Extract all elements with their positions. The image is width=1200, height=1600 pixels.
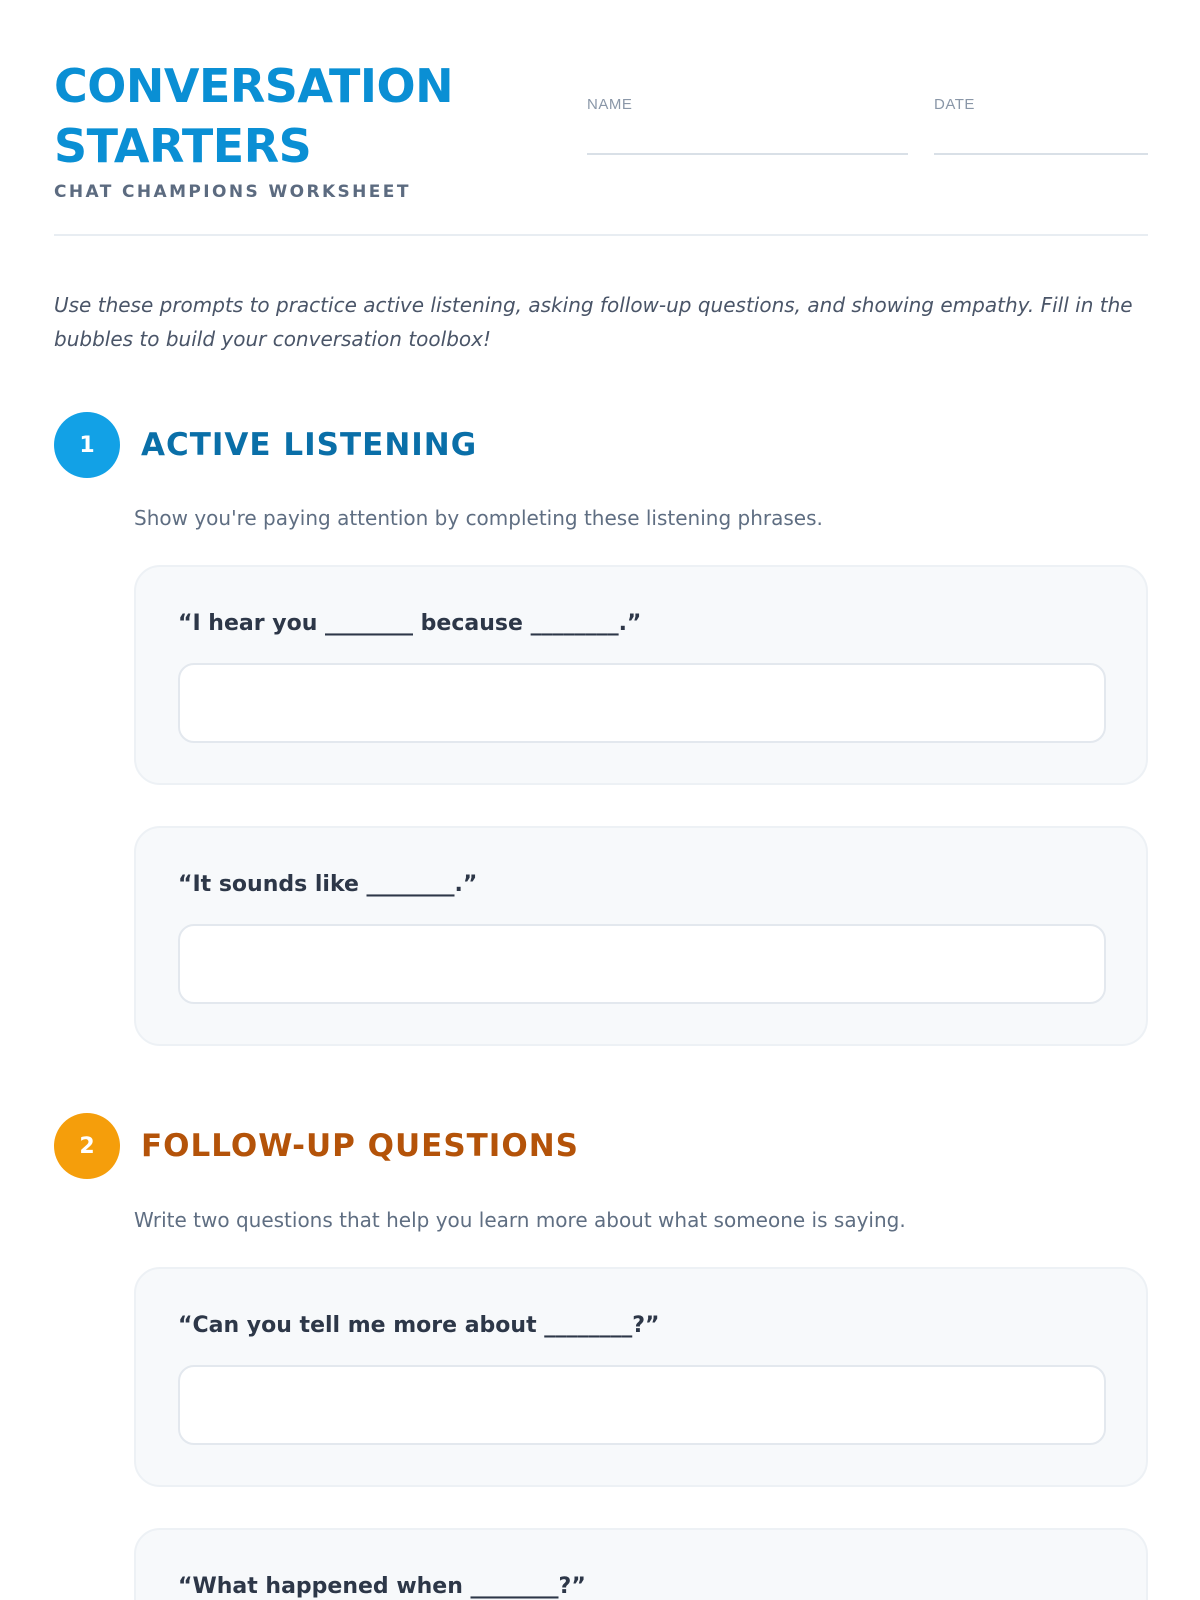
name-field-line[interactable] (587, 153, 908, 155)
page-subtitle: CHAT CHAMPIONS WORKSHEET (54, 182, 411, 202)
worksheet-header (54, 56, 1148, 236)
intro-text: Use these prompts to practice active listening, asking follow-up questions, and showing empathy. Fill in the bubbles to build your conversation toolbox! (54, 293, 1133, 351)
prompt-text: “Can you tell me more about ________?” (178, 1313, 660, 1338)
section-follow-up-questions-header (54, 1112, 579, 1180)
date-field-label: DATE (934, 96, 975, 113)
page-title: CONVERSATION STARTERS (54, 59, 454, 173)
name-field-label: NAME (587, 96, 633, 113)
section-description: Write two questions that help you learn more about what someone is saying. (134, 1208, 906, 1232)
answer-input[interactable] (178, 663, 1106, 743)
prompt-text: “What happened when ________?” (178, 1574, 586, 1599)
section-title: FOLLOW-UP QUESTIONS (141, 1128, 579, 1164)
section-number-badge: 1 (54, 412, 120, 478)
section-number-badge: 2 (54, 1113, 120, 1179)
section-title: ACTIVE LISTENING (141, 427, 478, 463)
name-field[interactable] (587, 96, 908, 155)
prompt-text: “It sounds like ________.” (178, 872, 478, 897)
section-description: Show you're paying attention by completing these listening phrases. (134, 506, 823, 530)
date-field[interactable] (934, 96, 1148, 155)
answer-input[interactable] (178, 1365, 1106, 1445)
prompt-card (134, 826, 1148, 1046)
prompt-card (134, 1528, 1148, 1600)
answer-input[interactable] (178, 924, 1106, 1004)
prompt-card (134, 565, 1148, 785)
date-field-line[interactable] (934, 153, 1148, 155)
prompt-card (134, 1267, 1148, 1487)
prompt-text: “I hear you ________ because ________.” (178, 611, 642, 636)
section-active-listening-header (54, 411, 477, 479)
